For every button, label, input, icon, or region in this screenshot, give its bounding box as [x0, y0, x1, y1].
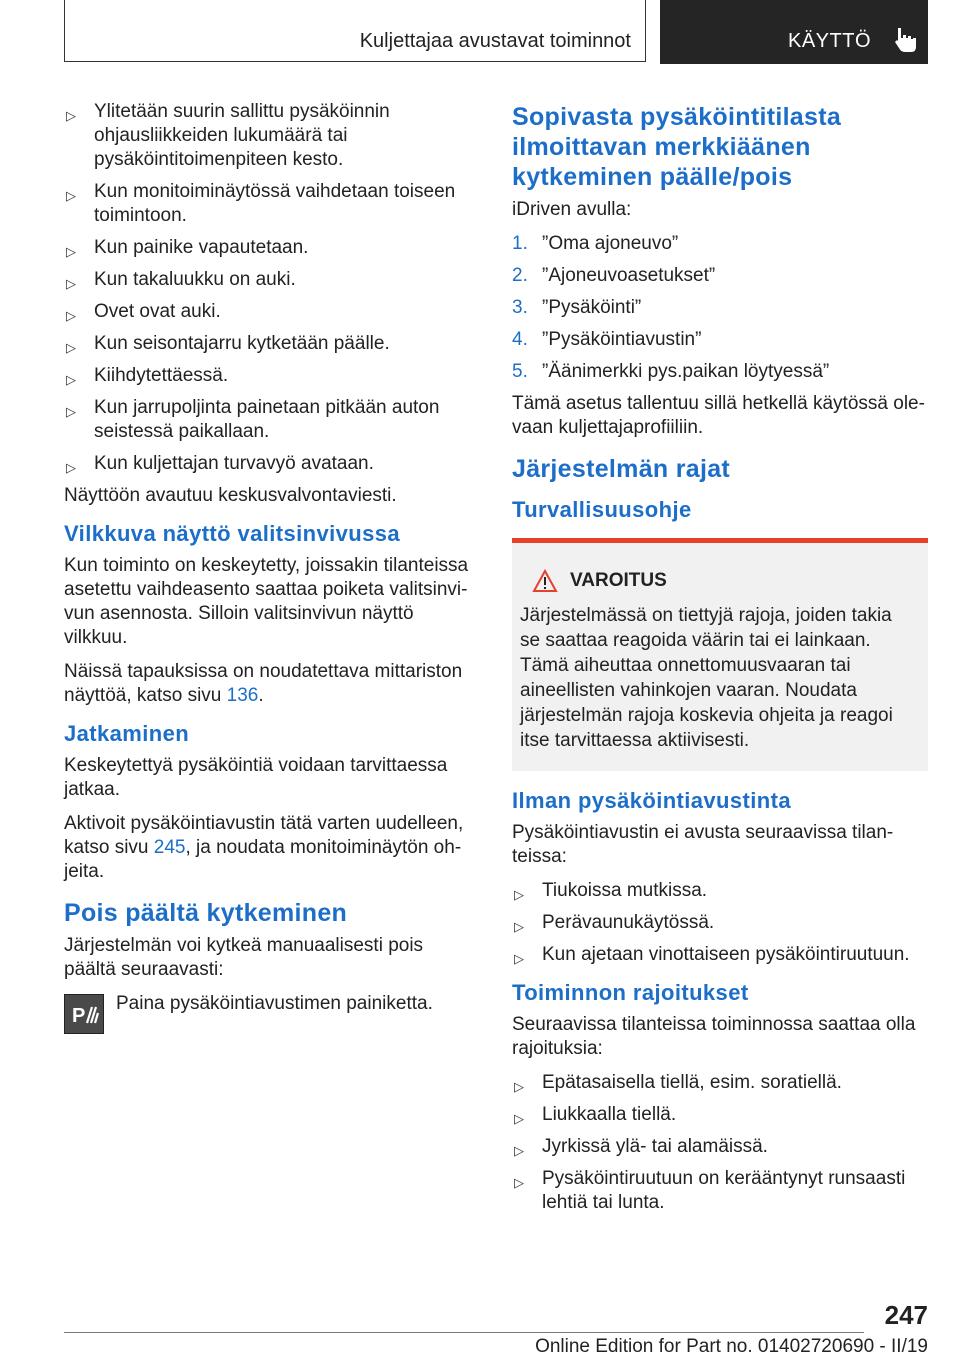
no-assist-list — [512, 879, 928, 967]
list-item: 3. ”Pysäköinti” — [512, 297, 642, 318]
list-item: ▷ Kun painike vapautetaan. — [64, 236, 478, 260]
triangle-bullet-icon: ▷ — [66, 340, 76, 355]
paragraph: Kun toiminto on keskeytetty, joissakin tilanteissa asetettu vaihdeasento saattaa poiketa valitsinvivun asennosta. Silloin valitsinvivun näyttö vilkkuu. — [64, 555, 469, 648]
paragraph: Tämä asetus tallentuu sillä hetkellä käytössä olevaan kuljettajaprofiiliin. — [512, 393, 925, 438]
list-item: 2. ”Ajoneuvoasetukset” — [512, 265, 716, 286]
triangle-bullet-icon: ▷ — [514, 919, 524, 934]
section-title: Kuljettajaa avustavat toiminnot — [359, 30, 631, 52]
list-item: ▷ Pysäköintiruutuun on kerääntynyt runsaasti lehtiä tai lunta. — [514, 1168, 906, 1213]
list-item: ▷ Kun kuljettajan turvavyö avataan. — [64, 452, 478, 476]
page-reference-link[interactable]: 245 — [153, 837, 186, 858]
list-item: ▷ Kun monitoiminäytössä vaihdetaan toiseen toimintoon. — [66, 181, 456, 226]
right-column — [512, 100, 928, 1223]
list-item: ▷ Epätasaisella tiellä, esim. soratiellä. — [512, 1071, 928, 1095]
limitations-list — [512, 1071, 928, 1215]
section-title-box — [64, 0, 646, 62]
list-item: ▷ Kun jarrupoljinta painetaan pitkään auton seistessä paikallaan. — [66, 397, 440, 442]
triangle-bullet-icon: ▷ — [66, 188, 76, 203]
triangle-bullet-icon: ▷ — [66, 372, 76, 387]
triangle-bullet-icon: ▷ — [66, 308, 76, 323]
heading-jatkaminen: Jatkaminen — [64, 721, 190, 746]
paragraph: Pysäköintiavustin ei avusta seuraavissa tilanteissa: — [512, 822, 894, 867]
left-column — [64, 100, 478, 1036]
list-item: ▷ Jyrkissä ylä- tai alamäissä. — [512, 1135, 928, 1159]
page-header — [64, 0, 928, 64]
heading-turvallisuusohje: Turvallisuusohje — [512, 497, 692, 522]
paragraph: Paina pysäköintiavustimen painiketta. — [116, 993, 433, 1014]
chapter-title: KÄYTTÖ — [788, 30, 872, 52]
pointing-hand-icon — [894, 26, 920, 54]
triangle-bullet-icon: ▷ — [514, 951, 524, 966]
chapter-tab — [660, 0, 928, 64]
paragraph: Seuraavissa tilanteissa toiminnossa saattaa olla rajoituksia: — [512, 1014, 916, 1059]
triangle-bullet-icon: ▷ — [514, 1175, 524, 1190]
heading-pois: Pois päältä kytkeminen — [64, 899, 348, 927]
list-item: 4. ”Pysäköintiavustin” — [512, 329, 702, 350]
paragraph: Keskeytettyä pysäköintiä voidaan tarvittaessa jatkaa. — [64, 755, 448, 800]
heading-sopivasta: Sopivasta pysäköintitilasta ilmoittavan merkkiäänen kytkeminen päälle/pois — [512, 103, 842, 191]
page-number: 247 — [884, 1300, 928, 1330]
heading-ilman: Ilman pysäköintiavustinta — [512, 788, 791, 813]
triangle-bullet-icon: ▷ — [66, 460, 76, 475]
edition-text: Online Edition for Part no. 01402720690 - II/19 — [535, 1336, 928, 1357]
list-item: ▷ Kun seisontajarru kytketään päälle. — [64, 332, 478, 356]
list-item: ▷ Kun ajetaan vinottaiseen pysäköintiruutuun. — [512, 943, 928, 967]
heading-rajoitukset: Toiminnon rajoitukset — [512, 980, 749, 1005]
triangle-bullet-icon: ▷ — [66, 108, 76, 123]
svg-text:P: P — [72, 1005, 86, 1027]
list-item: 1. ”Oma ajoneuvo” — [512, 233, 679, 254]
list-item: ▷ Ovet ovat auki. — [64, 300, 478, 324]
triangle-bullet-icon: ▷ — [66, 276, 76, 291]
triangle-bullet-icon: ▷ — [66, 404, 76, 419]
heading-vilkkuva: Vilkkuva näyttö valitsinvivussa — [64, 521, 401, 546]
list-item: ▷ Tiukoissa mutkissa. — [512, 879, 928, 903]
triangle-bullet-icon: ▷ — [514, 887, 524, 902]
list-item: ▷ Kun takaluukku on auki. — [64, 268, 478, 292]
button-instruction — [64, 992, 478, 1036]
footer-divider — [64, 1332, 864, 1333]
warning-title: VAROITUS — [520, 569, 916, 593]
triangle-bullet-icon: ▷ — [66, 244, 76, 259]
warning-box — [512, 538, 928, 771]
warning-text: Järjestelmässä on tiettyjä rajoja, joiden takia se saattaa reagoida väärin tai ei lainkaan. Tämä aiheuttaa onnettomuusvaaran tai aineellisten vahinkojen vaaran. Noudata järjestelmän rajoja koskevia ohjeita ja reagoi itse tarvittaessa aktiivisesti. — [520, 605, 893, 751]
paragraph: Näissä tapauksissa on noudatettava mittariston näyttöä, katso sivu 136. — [64, 661, 463, 706]
list-item: ▷ Perävaunukäytössä. — [512, 911, 928, 935]
triangle-bullet-icon: ▷ — [514, 1111, 524, 1126]
triangle-bullet-icon: ▷ — [514, 1143, 524, 1158]
warning-triangle-icon — [532, 569, 558, 593]
list-item: ▷ Kiihdytettäessä. — [64, 364, 478, 388]
paragraph: Järjestelmän voi kytkeä manuaalisesti pois päältä seuraavasti: — [64, 935, 424, 980]
interrupt-conditions-list — [64, 100, 478, 476]
paragraph: iDriven avulla: — [512, 199, 632, 220]
idrive-steps-list — [512, 232, 928, 384]
triangle-bullet-icon: ▷ — [514, 1079, 524, 1094]
page-reference-link[interactable]: 136 — [226, 685, 259, 706]
parking-assistant-button-icon — [64, 994, 104, 1034]
list-item: ▷ Liukkaalla tiellä. — [512, 1103, 928, 1127]
paragraph: Näyttöön avautuu keskusvalvontaviesti. — [64, 485, 397, 506]
list-item: 5. ”Äänimerkki pys.paikan löytyessä” — [512, 361, 830, 382]
paragraph: Aktivoit pysäköintiavustin tätä varten uudelleen, katso sivu 245, ja noudata monitoiminäytön ohjeita. — [64, 813, 464, 882]
list-item: ▷ Ylitetään suurin sallittu pysäköinnin ohjausliikkeiden lukumäärä tai pysäköintitoimenpiteen kesto. — [66, 101, 390, 170]
heading-rajat: Järjestelmän rajat — [512, 455, 731, 483]
